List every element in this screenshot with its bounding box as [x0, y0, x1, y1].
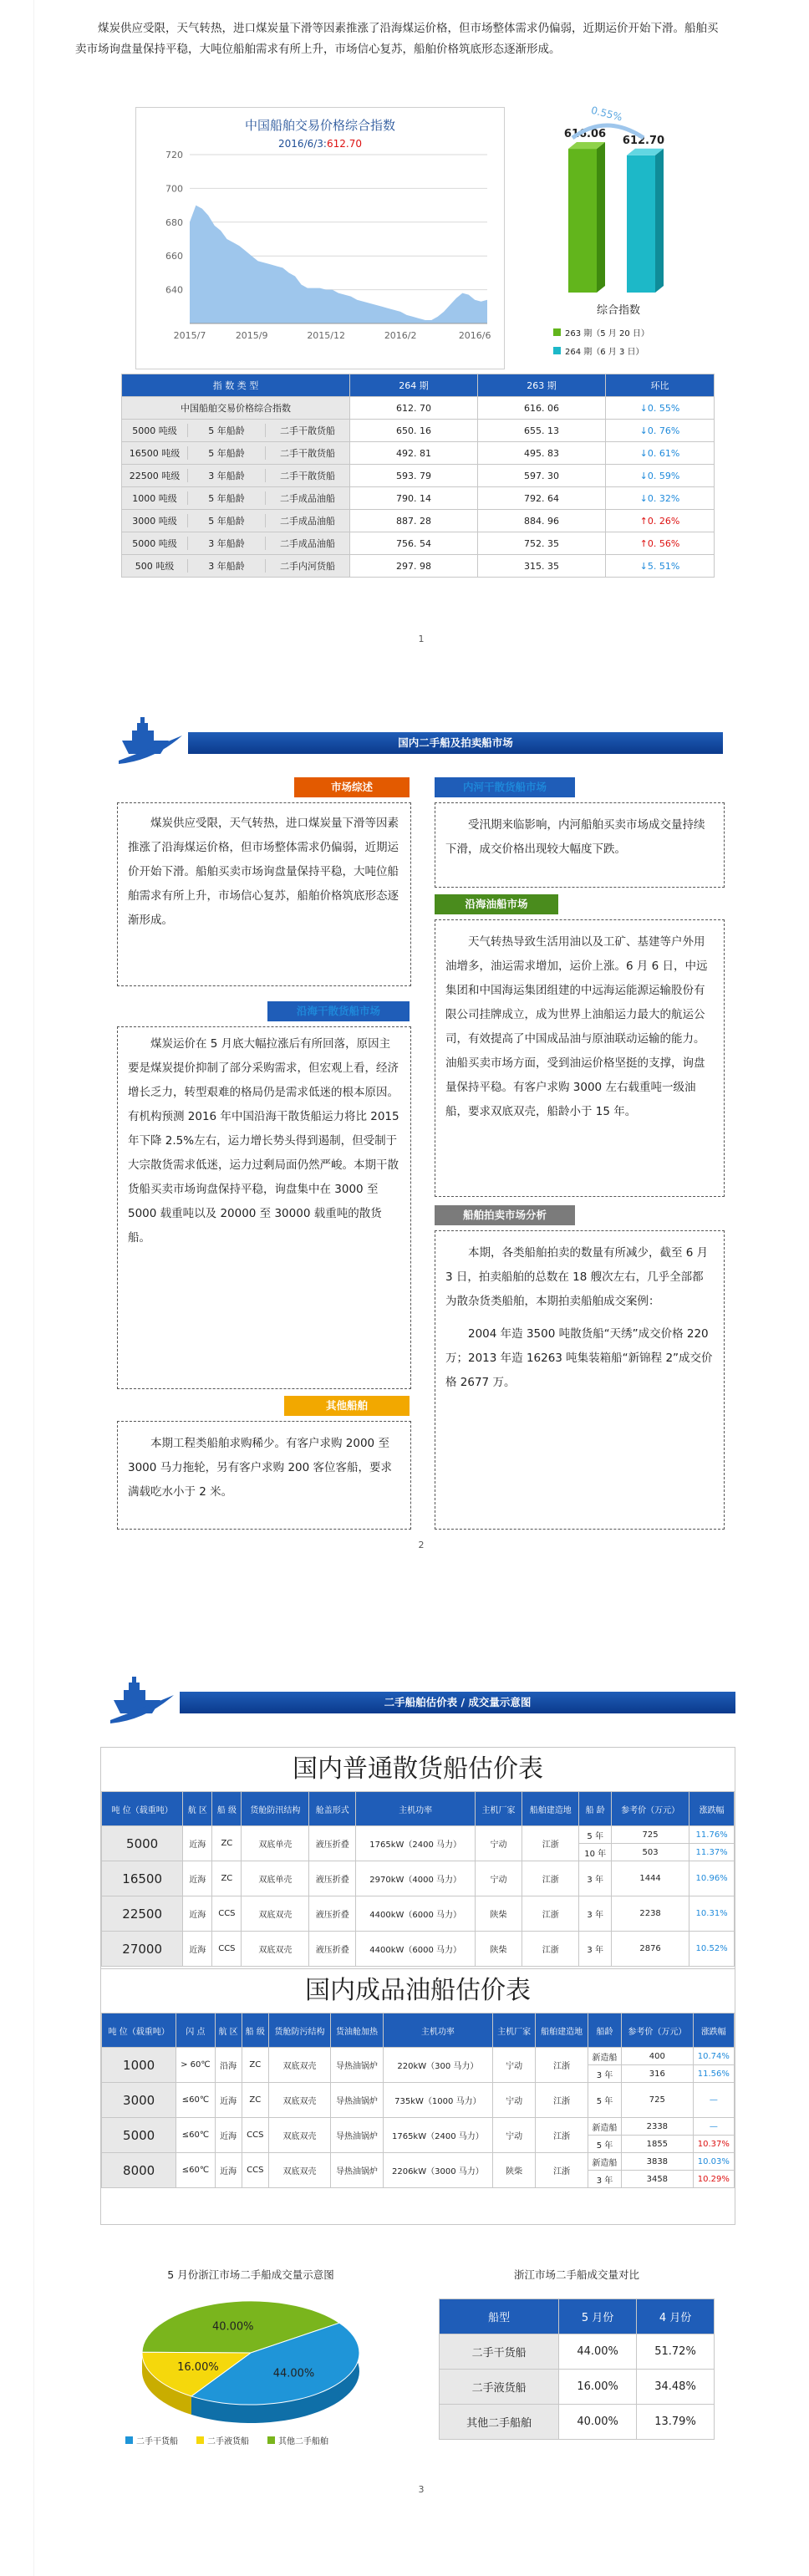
pie-slice-label: 16.00%: [177, 2361, 219, 2375]
bulk-cell-cover: 液压折叠: [309, 1861, 356, 1896]
index-value-263: 792. 64: [478, 487, 606, 510]
bulk-cell-change: 10.31%: [689, 1896, 735, 1932]
auction-tag: 船舶拍卖市场分析: [435, 1205, 575, 1225]
index-change: ↑0. 26%: [606, 510, 715, 532]
pie-slice-label: 40.00%: [211, 2320, 254, 2334]
bulk-cell-hold: 双底双壳: [242, 1896, 309, 1932]
bulk-cell-power: 1765kW（2400 马力）: [356, 1826, 476, 1861]
tanker-cell-change: 10.74%: [693, 2048, 734, 2065]
bulk-col-header: 航 区: [183, 1792, 212, 1826]
tanker-cell-price: 316: [622, 2065, 694, 2083]
bulk-cell-change: 10.96%: [689, 1861, 735, 1896]
y-tick-label: 700: [165, 183, 183, 195]
index-change: ↓0. 55%: [606, 397, 715, 420]
tanker-col-header: 船舶建造地: [536, 2013, 588, 2048]
page-number: 2: [418, 1540, 425, 1550]
row-ship-type: 二手内河货船: [280, 561, 335, 572]
section-banner-valuation: 二手船舶估价表 / 成交量示意图: [180, 1692, 735, 1713]
row-tonnage: 1000 吨级: [122, 491, 188, 505]
row-tonnage: 5000 吨级: [122, 537, 188, 550]
legend-label: 二手液货船: [207, 2437, 249, 2446]
other-ships-tag: 其他船舶: [284, 1396, 410, 1416]
row-tonnage: 3000 吨级: [122, 514, 188, 527]
compare-may: 44.00%: [559, 2334, 637, 2370]
intro-paragraph: 煤炭供应受限，天气转热，进口煤炭量下滑等因素推涨了沿海煤运价格，但市场整体需求仍偏弱，近期运价开始下滑。船舶买卖市场询盘量保持平稳，大吨位船舶需求有所上升，市场信心复苏，船舶价格筑底形态逐渐形成。: [75, 22, 719, 56]
tanker-cell-built: 江浙: [536, 2153, 588, 2188]
bulk-cell-maker: 宁动: [476, 1861, 522, 1896]
bulk-cell-cls: CCS: [212, 1896, 242, 1932]
legend-label: 二手干货船: [136, 2437, 178, 2446]
index-row-type: [122, 420, 350, 442]
compare-row: [440, 2370, 715, 2405]
compare-row: [440, 2334, 715, 2370]
index-value-263: 495. 83: [478, 442, 606, 465]
index-value-263: 597. 30: [478, 465, 606, 487]
tanker-cell-area: 近海: [215, 2153, 242, 2188]
tanker-cell-price: 2338: [622, 2118, 694, 2136]
compare-row: [440, 2405, 715, 2440]
tanker-cell-cls: ZC: [242, 2048, 268, 2083]
tanker-cell-age: 新造船: [588, 2153, 622, 2171]
pie-legend-item: [267, 2437, 328, 2446]
pie-legend-item: [125, 2437, 178, 2446]
pie-legend: [125, 2434, 393, 2446]
index-table-row: [122, 555, 715, 578]
tanker-cell-heat: 导热油锅炉: [331, 2153, 384, 2188]
bulk-cell-price: 725: [611, 1826, 689, 1844]
tanker-cell-age: 5 年: [588, 2136, 622, 2153]
bulk-col-header: 涨跌幅: [689, 1792, 735, 1826]
tanker-cell-maker: 陕柴: [492, 2153, 535, 2188]
other-ships-box: [117, 1421, 411, 1530]
bulk-cell-area: 近海: [183, 1896, 212, 1932]
tanker-cell-maker: 宁动: [492, 2118, 535, 2153]
tanker-cell-flash: ≤60℃: [176, 2118, 215, 2153]
bulk-cell-area: 近海: [183, 1826, 212, 1861]
index-value-264: 756. 54: [350, 532, 478, 555]
tanker-col-header: 吨 位（载重吨）: [102, 2013, 176, 2048]
col-header-264: 264 期: [350, 374, 478, 397]
tanker-cell-change: 10.37%: [693, 2136, 734, 2153]
row-age: 5 年船龄: [188, 424, 266, 437]
tanker-cell-ton: 3000: [102, 2083, 176, 2118]
x-tick-label: 2016/2: [384, 330, 417, 341]
y-tick-label: 660: [165, 251, 183, 262]
index-table-row: [122, 420, 715, 442]
tanker-cell-age: 3 年: [588, 2171, 622, 2188]
bulk-cell-maker: 陕柴: [476, 1932, 522, 1967]
bulk-cell-change: 11.76%: [689, 1826, 735, 1844]
bulk-cell-age: 10 年: [579, 1844, 611, 1861]
index-row-type: [122, 442, 350, 465]
row-age: 3 年船龄: [188, 559, 266, 573]
ship-logo-icon: [109, 1672, 176, 1728]
bulk-col-header: 船 级: [212, 1792, 242, 1826]
bulk-cell-ton: 5000: [102, 1826, 183, 1861]
bulk-cell-maker: 宁动: [476, 1826, 522, 1861]
tanker-cell-built: 江浙: [536, 2048, 588, 2083]
row-ship-type: 二手干散货船: [280, 448, 335, 459]
bulk-table-row: [102, 1826, 735, 1844]
tanker-cell-power: 220kW（300 马力）: [383, 2048, 492, 2083]
row-age: 5 年船龄: [188, 514, 266, 527]
tanker-cell-hold: 双底双壳: [268, 2153, 330, 2188]
river-dry-box: [435, 802, 725, 888]
tanker-cell-power: 2206kW（3000 马力）: [383, 2153, 492, 2188]
tanker-cell-cls: ZC: [242, 2083, 268, 2118]
legend-263-label: 263 期（5 月 20 日）: [565, 329, 649, 339]
tanker-col-header: 主机厂家: [492, 2013, 535, 2048]
tanker-cell-change: —: [693, 2118, 734, 2136]
index-change: ↑0. 56%: [606, 532, 715, 555]
market-overview-text: 煤炭供应受限，天气转热，进口煤炭量下滑等因素推涨了沿海煤运价格，但市场整体需求仍偏弱，近期运价开始下滑。船舶买卖市场询盘量保持平稳，大吨位船舶需求有所上升，市场信心复苏，船舶价格筑底形态逐渐形成。: [128, 817, 399, 927]
index-area: [190, 206, 487, 323]
page-number: 3: [418, 2484, 425, 2495]
bulk-cell-age: 3 年: [579, 1861, 611, 1896]
tanker-table-title: 国内成品油船估价表: [101, 1968, 735, 2013]
index-value-263: 752. 35: [478, 532, 606, 555]
legend-263-swatch: [553, 328, 561, 336]
tanker-cell-flash: > 60℃: [176, 2048, 215, 2083]
bar-263: [568, 142, 605, 293]
row-tonnage: 16500 吨级: [122, 446, 188, 460]
compare-apr: 13.79%: [637, 2405, 715, 2440]
tanker-cell-age: 新造船: [588, 2048, 622, 2065]
bulk-cell-cover: 液压折叠: [309, 1896, 356, 1932]
x-tick-label: 2015/9: [235, 330, 268, 341]
index-value-264: 650. 16: [350, 420, 478, 442]
bulk-cell-ton: 16500: [102, 1861, 183, 1896]
index-change: ↓0. 76%: [606, 420, 715, 442]
coastal-dry-text: 煤炭运价在 5 月底大幅拉涨后有所回落，原因主要是煤炭提价抑制了部分采购需求，但宏观上看，经济增长乏力，转型艰难的格局仍是需求低迷的根本原因。有机构预测 2016 年中国沿海干散货船运力将比 2015 年下降 2.5%左右，运力增长势头得到遏制，但受制于大宗散货需求低迷，运力过剩局面仍然严峻。本期干散货船买卖市场询盘保持平稳，询盘集中在 3000 至 5000 载重吨以及 20000 至 30000 载重吨的散货船。: [128, 1037, 399, 1245]
index-table-row: [122, 465, 715, 487]
bulk-cell-hold: 双底单壳: [242, 1861, 309, 1896]
row-tonnage: 22500 吨级: [122, 469, 188, 482]
tanker-cell-price: 400: [622, 2048, 694, 2065]
bulk-cell-cls: ZC: [212, 1861, 242, 1896]
tanker-cell-maker: 宁动: [492, 2048, 535, 2083]
compare-type: 其他二手船舶: [440, 2405, 559, 2440]
pie-legend-item: [196, 2437, 249, 2446]
bulk-col-header: 船 龄: [579, 1792, 611, 1826]
bar-264: [627, 149, 664, 293]
auction-text-1: 本期，各类船舶拍卖的数量有所减少，截至 6 月 3 日，拍卖船舶的总数在 18 艘次左右，几乎全部都为散杂货类船舶，本期拍卖船舶成交案例：: [445, 1246, 709, 1308]
bulk-cell-built: 江浙: [522, 1861, 579, 1896]
tanker-col-header: 货舱防污结构: [268, 2013, 330, 2048]
compare-title: 浙江市场二手船成交量对比: [513, 2268, 639, 2281]
tanker-cell-area: 沿海: [215, 2048, 242, 2083]
page-margin-line: [33, 0, 34, 2576]
bulk-cell-ton: 27000: [102, 1932, 183, 1967]
row-ship-type: 二手成品油船: [280, 538, 335, 549]
tanker-table-row: [102, 2153, 735, 2171]
col-header-type: 指 数 类 型: [122, 374, 350, 397]
bulk-col-header: 主机厂家: [476, 1792, 522, 1826]
tanker-cell-change: 10.03%: [693, 2153, 734, 2171]
section-banner-market: 国内二手船及拍卖船市场: [188, 732, 723, 754]
bar-legend-263: [553, 326, 649, 339]
row-age: 5 年船龄: [188, 446, 266, 460]
tanker-cell-area: 近海: [215, 2083, 242, 2118]
x-tick-label: 2015/12: [307, 330, 346, 341]
tanker-cell-change: —: [693, 2083, 734, 2118]
bulk-cell-change: 11.37%: [689, 1844, 735, 1861]
bulk-cell-built: 江浙: [522, 1896, 579, 1932]
legend-264-label: 264 期（6 月 3 日）: [565, 348, 644, 357]
bulk-cell-cover: 液压折叠: [309, 1932, 356, 1967]
index-table-row: [122, 510, 715, 532]
index-value-263: 315. 35: [478, 555, 606, 578]
bulk-table-row: [102, 1861, 735, 1896]
bulk-col-header: 参考价（万元）: [611, 1792, 689, 1826]
tanker-col-header: 参考价（万元）: [622, 2013, 694, 2048]
bulk-cell-price: 1444: [611, 1861, 689, 1896]
tanker-cell-ton: 5000: [102, 2118, 176, 2153]
index-value-263: 655. 13: [478, 420, 606, 442]
index-value-264: 612. 70: [350, 397, 478, 420]
bulk-col-header: 主机功率: [356, 1792, 476, 1826]
river-dry-text: 受汛期来临影响，内河船舶买卖市场成交量持续下滑，成交价格出现较大幅度下跌。: [445, 818, 705, 856]
bulk-cell-price: 503: [611, 1844, 689, 1861]
bar-value-label: 616.06: [563, 128, 607, 141]
index-table-row: [122, 487, 715, 510]
legend-label: 其他二手船舶: [278, 2437, 328, 2446]
row-ship-type: 二手成品油船: [280, 493, 335, 504]
auction-text-2: 2004 年造 3500 吨散货船“天绣”成交价格 220 万；2013 年造 16263 吨集装箱船“新锦程 2”成交价格 2677 万。: [445, 1327, 713, 1389]
index-value-264: 297. 98: [350, 555, 478, 578]
tanker-cell-price: 3458: [622, 2171, 694, 2188]
coastal-dry-tag: 沿海干散货船市场: [267, 1001, 410, 1021]
bulk-cell-area: 近海: [183, 1932, 212, 1967]
tanker-cell-cls: CCS: [242, 2153, 268, 2188]
bulk-cell-cls: ZC: [212, 1826, 242, 1861]
index-row-type: [122, 555, 350, 578]
tanker-cell-flash: ≤60℃: [176, 2153, 215, 2188]
tanker-cell-change: 10.29%: [693, 2171, 734, 2188]
tanker-cell-change: 11.56%: [693, 2065, 734, 2083]
bulk-cell-maker: 陕柴: [476, 1896, 522, 1932]
tanker-cell-maker: 宁动: [492, 2083, 535, 2118]
index-value-264: 790. 14: [350, 487, 478, 510]
tanker-cell-ton: 1000: [102, 2048, 176, 2083]
row-age: 3 年船龄: [188, 537, 266, 550]
compare-col-header: 船型: [440, 2299, 559, 2334]
row-ship-type: 二手成品油船: [280, 516, 335, 527]
tanker-cell-hold: 双底双壳: [268, 2083, 330, 2118]
bulk-cell-price: 2876: [611, 1932, 689, 1967]
bulk-cell-change: 10.52%: [689, 1932, 735, 1967]
x-tick-label: 2016/6: [458, 330, 491, 341]
bulk-col-header: 货舱防汛结构: [242, 1792, 309, 1826]
bulk-cell-area: 近海: [183, 1861, 212, 1896]
row-age: 5 年船龄: [188, 491, 266, 505]
bulk-table-row: [102, 1932, 735, 1967]
tanker-table-row: [102, 2083, 735, 2118]
tanker-cell-age: 3 年: [588, 2065, 622, 2083]
bulk-cell-power: 4400kW（6000 马力）: [356, 1896, 476, 1932]
tanker-col-header: 涨跌幅: [693, 2013, 734, 2048]
row-tonnage: 5000 吨级: [122, 424, 188, 437]
bulk-cell-cover: 液压折叠: [309, 1826, 356, 1861]
index-table-row: [122, 442, 715, 465]
river-dry-tag: 内河干散货船市场: [435, 777, 575, 797]
tanker-col-header: 主机功率: [383, 2013, 492, 2048]
bulk-col-header: 舱盖形式: [309, 1792, 356, 1826]
ship-logo-icon: [117, 712, 184, 769]
index-change: ↓5. 51%: [606, 555, 715, 578]
compare-table: [439, 2299, 715, 2440]
tanker-cell-price: 725: [622, 2083, 694, 2118]
bulk-cell-power: 4400kW（6000 马力）: [356, 1932, 476, 1967]
y-tick-label: 640: [165, 284, 183, 296]
index-chart-date-value: 612.70: [326, 138, 362, 150]
tanker-cell-area: 近海: [215, 2118, 242, 2153]
bulk-cell-age: 5 年: [579, 1826, 611, 1844]
index-change: ↓0. 32%: [606, 487, 715, 510]
bulk-cell-price: 2238: [611, 1896, 689, 1932]
tanker-cell-heat: 导热油锅炉: [331, 2118, 384, 2153]
tanker-col-header: 货油舱加热: [331, 2013, 384, 2048]
index-table: [121, 374, 715, 578]
bar-change-label: 0.55%: [589, 104, 624, 124]
index-value-264: 887. 28: [350, 510, 478, 532]
bulk-cell-age: 3 年: [579, 1932, 611, 1967]
index-row-type: [122, 532, 350, 555]
coastal-dry-box: [117, 1026, 411, 1389]
index-value-263: 884. 96: [478, 510, 606, 532]
valuation-panel: [100, 1747, 735, 2225]
index-row-type: [122, 465, 350, 487]
compare-type: 二手干货船: [440, 2334, 559, 2370]
pie-chart-title: 5 月份浙江市场二手船成交量示意图: [167, 2268, 334, 2281]
index-row-name: 中国船舶交易价格综合指数: [122, 397, 350, 420]
page-number: 1: [418, 634, 425, 644]
index-chart-date: 2016/6/3:: [278, 138, 327, 150]
tanker-cell-hold: 双底双壳: [268, 2048, 330, 2083]
bulk-cell-built: 江浙: [522, 1826, 579, 1861]
index-chart-title: 中国船舶交易价格综合指数: [244, 118, 395, 133]
index-change: ↓0. 59%: [606, 465, 715, 487]
row-ship-type: 二手干散货船: [280, 471, 335, 481]
market-overview-tag: 市场综述: [294, 777, 410, 797]
y-tick-label: 680: [165, 216, 183, 228]
index-row-type: [122, 487, 350, 510]
y-tick-label: 720: [165, 150, 183, 160]
index-line-chart: [136, 108, 504, 369]
market-overview-box: [117, 802, 411, 986]
bulk-col-header: 船舶建造地: [522, 1792, 579, 1826]
index-chart-frame: [135, 107, 505, 369]
index-table-header: [122, 374, 715, 397]
tanker-cell-built: 江浙: [536, 2118, 588, 2153]
tanker-cell-cls: CCS: [242, 2118, 268, 2153]
bar-chart-label: 综合指数: [596, 304, 640, 317]
bulk-table-title: 国内普通散货船估价表: [293, 1754, 543, 1784]
legend-swatch: [267, 2436, 275, 2444]
legend-swatch: [196, 2436, 204, 2444]
tanker-cell-built: 江浙: [536, 2083, 588, 2118]
compare-may: 40.00%: [559, 2405, 637, 2440]
bulk-table-row: [102, 1896, 735, 1932]
legend-swatch: [125, 2436, 133, 2444]
col-header-change: 环比: [606, 374, 715, 397]
compare-col-header: 5 月份: [559, 2299, 637, 2334]
x-tick-label: 2015/7: [173, 330, 206, 341]
bulk-cell-hold: 双底单壳: [242, 1826, 309, 1861]
bulk-cell-power: 2970kW（4000 马力）: [356, 1861, 476, 1896]
tanker-col-header: 航 区: [215, 2013, 242, 2048]
coastal-tanker-text: 天气转热导致生活用油以及工矿、基建等户外用油增多，油运需求增加，运价上涨。6 月 6 日，中远集团和中国海运集团组建的中远海运能源运输股份有限公司挂牌成立，成为世界上油船运力最大的航运公司，有效提高了中国成品油与原油联动运输的能力。油船买卖市场方面，受到油运价格坚挺的支撑，询盘量保持平稳。有客户求购 3000 左右载重吨一级油船，要求双底双壳，船龄小于 15 年。: [445, 935, 708, 1118]
tanker-table-row: [102, 2048, 735, 2065]
legend-264-swatch: [553, 347, 561, 354]
auction-box: [435, 1230, 725, 1530]
tanker-cell-heat: 导热油锅炉: [331, 2083, 384, 2118]
bar-legend-264: [553, 344, 644, 357]
col-header-263: 263 期: [478, 374, 606, 397]
tanker-cell-flash: ≤60℃: [176, 2083, 215, 2118]
tanker-col-header: 船 级: [242, 2013, 268, 2048]
bulk-cell-cls: CCS: [212, 1932, 242, 1967]
tanker-cell-heat: 导热油锅炉: [331, 2048, 384, 2083]
tanker-cell-age: 新造船: [588, 2118, 622, 2136]
index-row-type: [122, 510, 350, 532]
tanker-cell-price: 3838: [622, 2153, 694, 2171]
bulk-cell-hold: 双底双壳: [242, 1932, 309, 1967]
compare-col-header: 4 月份: [637, 2299, 715, 2334]
tanker-cell-price: 1855: [622, 2136, 694, 2153]
compare-may: 16.00%: [559, 2370, 637, 2405]
bulk-cell-ton: 22500: [102, 1896, 183, 1932]
coastal-tanker-tag: 沿海油船市场: [435, 894, 558, 914]
index-value-264: 492. 81: [350, 442, 478, 465]
bulk-col-header: 吨 位（载重吨）: [102, 1792, 183, 1826]
index-change: ↓0. 61%: [606, 442, 715, 465]
compare-type: 二手液货船: [440, 2370, 559, 2405]
bulk-cell-built: 江浙: [522, 1932, 579, 1967]
compare-apr: 51.72%: [637, 2334, 715, 2370]
row-age: 3 年船龄: [188, 469, 266, 482]
tanker-cell-power: 735kW（1000 马力）: [383, 2083, 492, 2118]
tanker-cell-power: 1765kW（2400 马力）: [383, 2118, 492, 2153]
compare-apr: 34.48%: [637, 2370, 715, 2405]
index-value-264: 593. 79: [350, 465, 478, 487]
tanker-col-header: 闪 点: [176, 2013, 215, 2048]
index-table-row: [122, 397, 715, 420]
share-pie-chart: [125, 2286, 376, 2453]
pie-slice-label: 44.00%: [272, 2367, 315, 2380]
index-value-263: 616. 06: [478, 397, 606, 420]
bulk-valuation-table: [101, 1791, 735, 1967]
bulk-cell-age: 3 年: [579, 1896, 611, 1932]
tanker-cell-ton: 8000: [102, 2153, 176, 2188]
coastal-tanker-box: [435, 919, 725, 1197]
tanker-cell-hold: 双底双壳: [268, 2118, 330, 2153]
tanker-col-header: 船龄: [588, 2013, 622, 2048]
tanker-cell-age: 5 年: [588, 2083, 622, 2118]
bar-value-label: 612.70: [622, 134, 665, 147]
tanker-valuation-table: [101, 2013, 735, 2188]
other-ships-text: 本期工程类船舶求购稀少。有客户求购 2000 至 3000 马力拖轮，另有客户求购 200 客位客船，要求满载吃水小于 2 米。: [128, 1437, 392, 1499]
index-table-row: [122, 532, 715, 555]
row-tonnage: 500 吨级: [122, 559, 188, 573]
row-ship-type: 二手干散货船: [280, 425, 335, 436]
tanker-table-row: [102, 2118, 735, 2136]
